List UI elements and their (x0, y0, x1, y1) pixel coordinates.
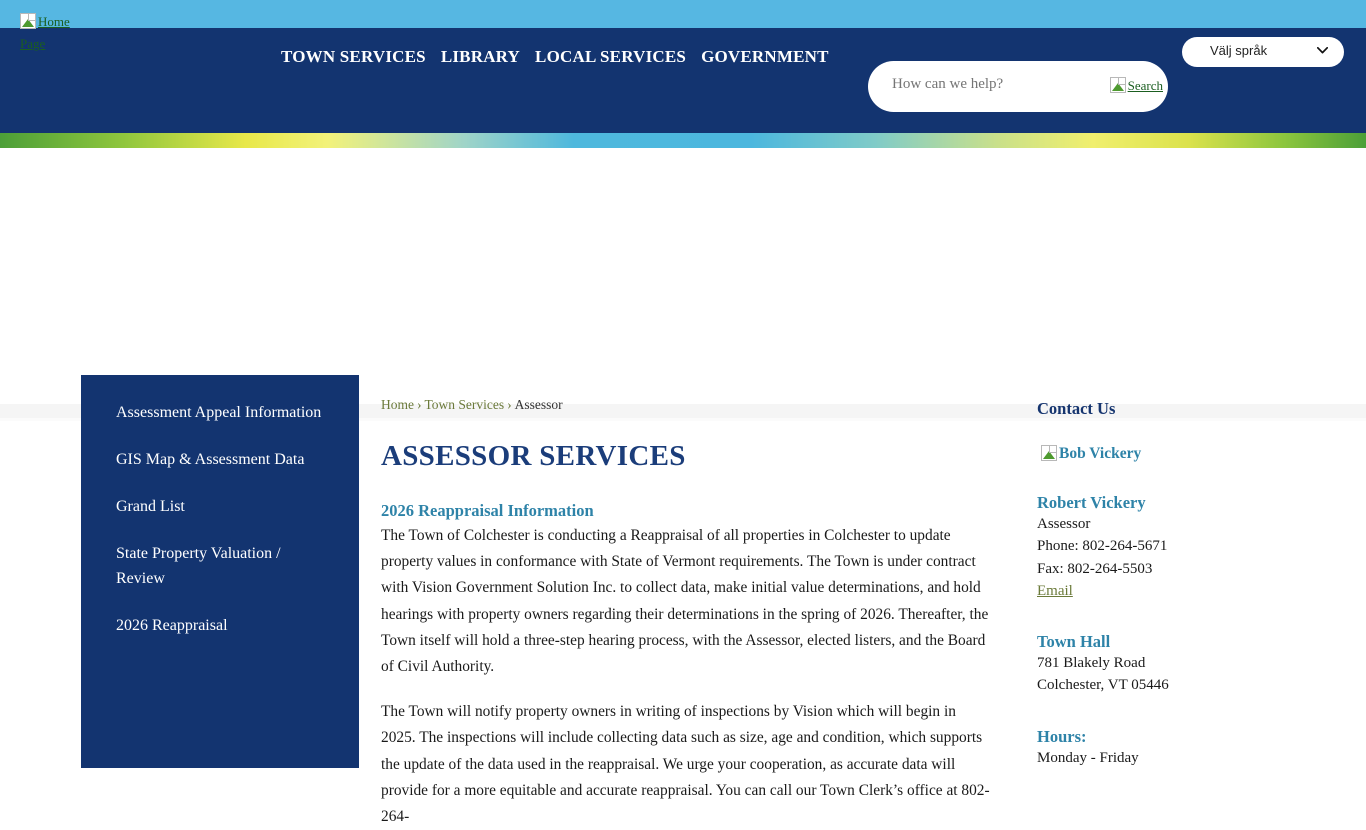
contact-broken-image-icon (1041, 445, 1057, 461)
section-subheading: 2026 Reappraisal Information (381, 501, 594, 520)
contact-photo-alt-text: Bob Vickery (1059, 445, 1142, 462)
breadcrumb-home[interactable]: Home (381, 397, 414, 412)
contact-person-role: Assessor (1037, 516, 1091, 532)
search-input[interactable] (892, 76, 1092, 93)
main-content (381, 396, 991, 830)
sidebar-item-2026-reappraisal[interactable]: 2026 Reappraisal (116, 617, 228, 634)
nav-item-library[interactable]: LIBRARY (440, 47, 521, 66)
search-broken-image-icon (1110, 77, 1126, 93)
nav-item-local-services[interactable]: LOCAL SERVICES (535, 47, 687, 66)
contact-person-name: Robert Vickery (1037, 493, 1146, 512)
search-button[interactable] (1110, 77, 1163, 94)
breadcrumb-town-services[interactable]: Town Services (424, 397, 505, 412)
top-accent-strip (0, 0, 1366, 28)
town-hall-address-line-1: 781 Blakely Road (1037, 655, 1146, 672)
chevron-down-icon (1317, 47, 1328, 54)
breadcrumb-separator-1: › (417, 397, 422, 412)
contact-us-heading: Contact Us (1037, 399, 1116, 418)
home-page-link[interactable] (20, 11, 90, 55)
sidebar-item-grand-list[interactable]: Grand List (116, 498, 185, 515)
nav-item-town-services[interactable]: TOWN SERVICES (281, 47, 426, 66)
body-paragraph-1: The Town of Colchester is conducting a Reappraisal of all properties in Colchester to update property values in conformance with State of Vermont requirements. The Town is under contract with Vision Government Solution Inc. to collect data, make initial value determinations, and hold hearings with property owners regarding their determinations in the spring of 2026. Thereafter, the Town itself will hold a three-step hearing process, with the Assessor, elected listers, and the Board of Civil Authority. (381, 527, 989, 676)
town-hall-address-line-2: Colchester, VT 05446 (1037, 677, 1169, 694)
breadcrumb-separator-2: › (507, 397, 512, 412)
broken-image-icon (20, 13, 36, 29)
contact-photo (1041, 445, 1297, 463)
contact-email-link[interactable]: Email (1037, 582, 1073, 599)
nav-item-government[interactable]: GOVERNMENT (701, 47, 829, 66)
page-title: ASSESSOR SERVICES (381, 440, 686, 472)
sidebar-item-gis-map-assessment-data[interactable]: GIS Map & Assessment Data (116, 451, 305, 468)
sidebar-item-assessment-appeal-information[interactable]: Assessment Appeal Information (116, 404, 322, 421)
town-hall-heading: Town Hall (1037, 632, 1111, 652)
sidebar-item-state-property-valuation-review[interactable]: State Property Valuation / Review (116, 545, 281, 587)
contact-fax: Fax: 802-264-5503 (1037, 560, 1153, 577)
body-paragraph-2: The Town will notify property owners in writing of inspections by Vision which will begin in 2025. The inspections will include collecting data such as size, age and condition, which supports the update of the data used in the reappraisal. We urge your cooperation, as accurate data will provide for a more equitable and accurate reappraisal. You can call our Town Clerk’s office at 802-264- (381, 703, 990, 826)
hours-line-1: Monday - Friday (1037, 749, 1139, 766)
language-selector-label: Välj språk (1210, 43, 1268, 58)
breadcrumb-current: Assessor (514, 397, 563, 412)
primary-navigation (281, 47, 829, 67)
search-button-label: Search (1127, 78, 1163, 93)
language-selector[interactable] (1182, 37, 1344, 67)
contact-phone: Phone: 802-264-5671 (1037, 538, 1168, 555)
gradient-divider (0, 133, 1366, 148)
breadcrumb (381, 396, 991, 414)
search-box (868, 61, 1168, 112)
home-page-link-label: Home Page (20, 14, 70, 51)
contact-rail (1037, 399, 1297, 769)
section-sidebar (81, 375, 359, 768)
hours-heading: Hours: (1037, 726, 1087, 746)
